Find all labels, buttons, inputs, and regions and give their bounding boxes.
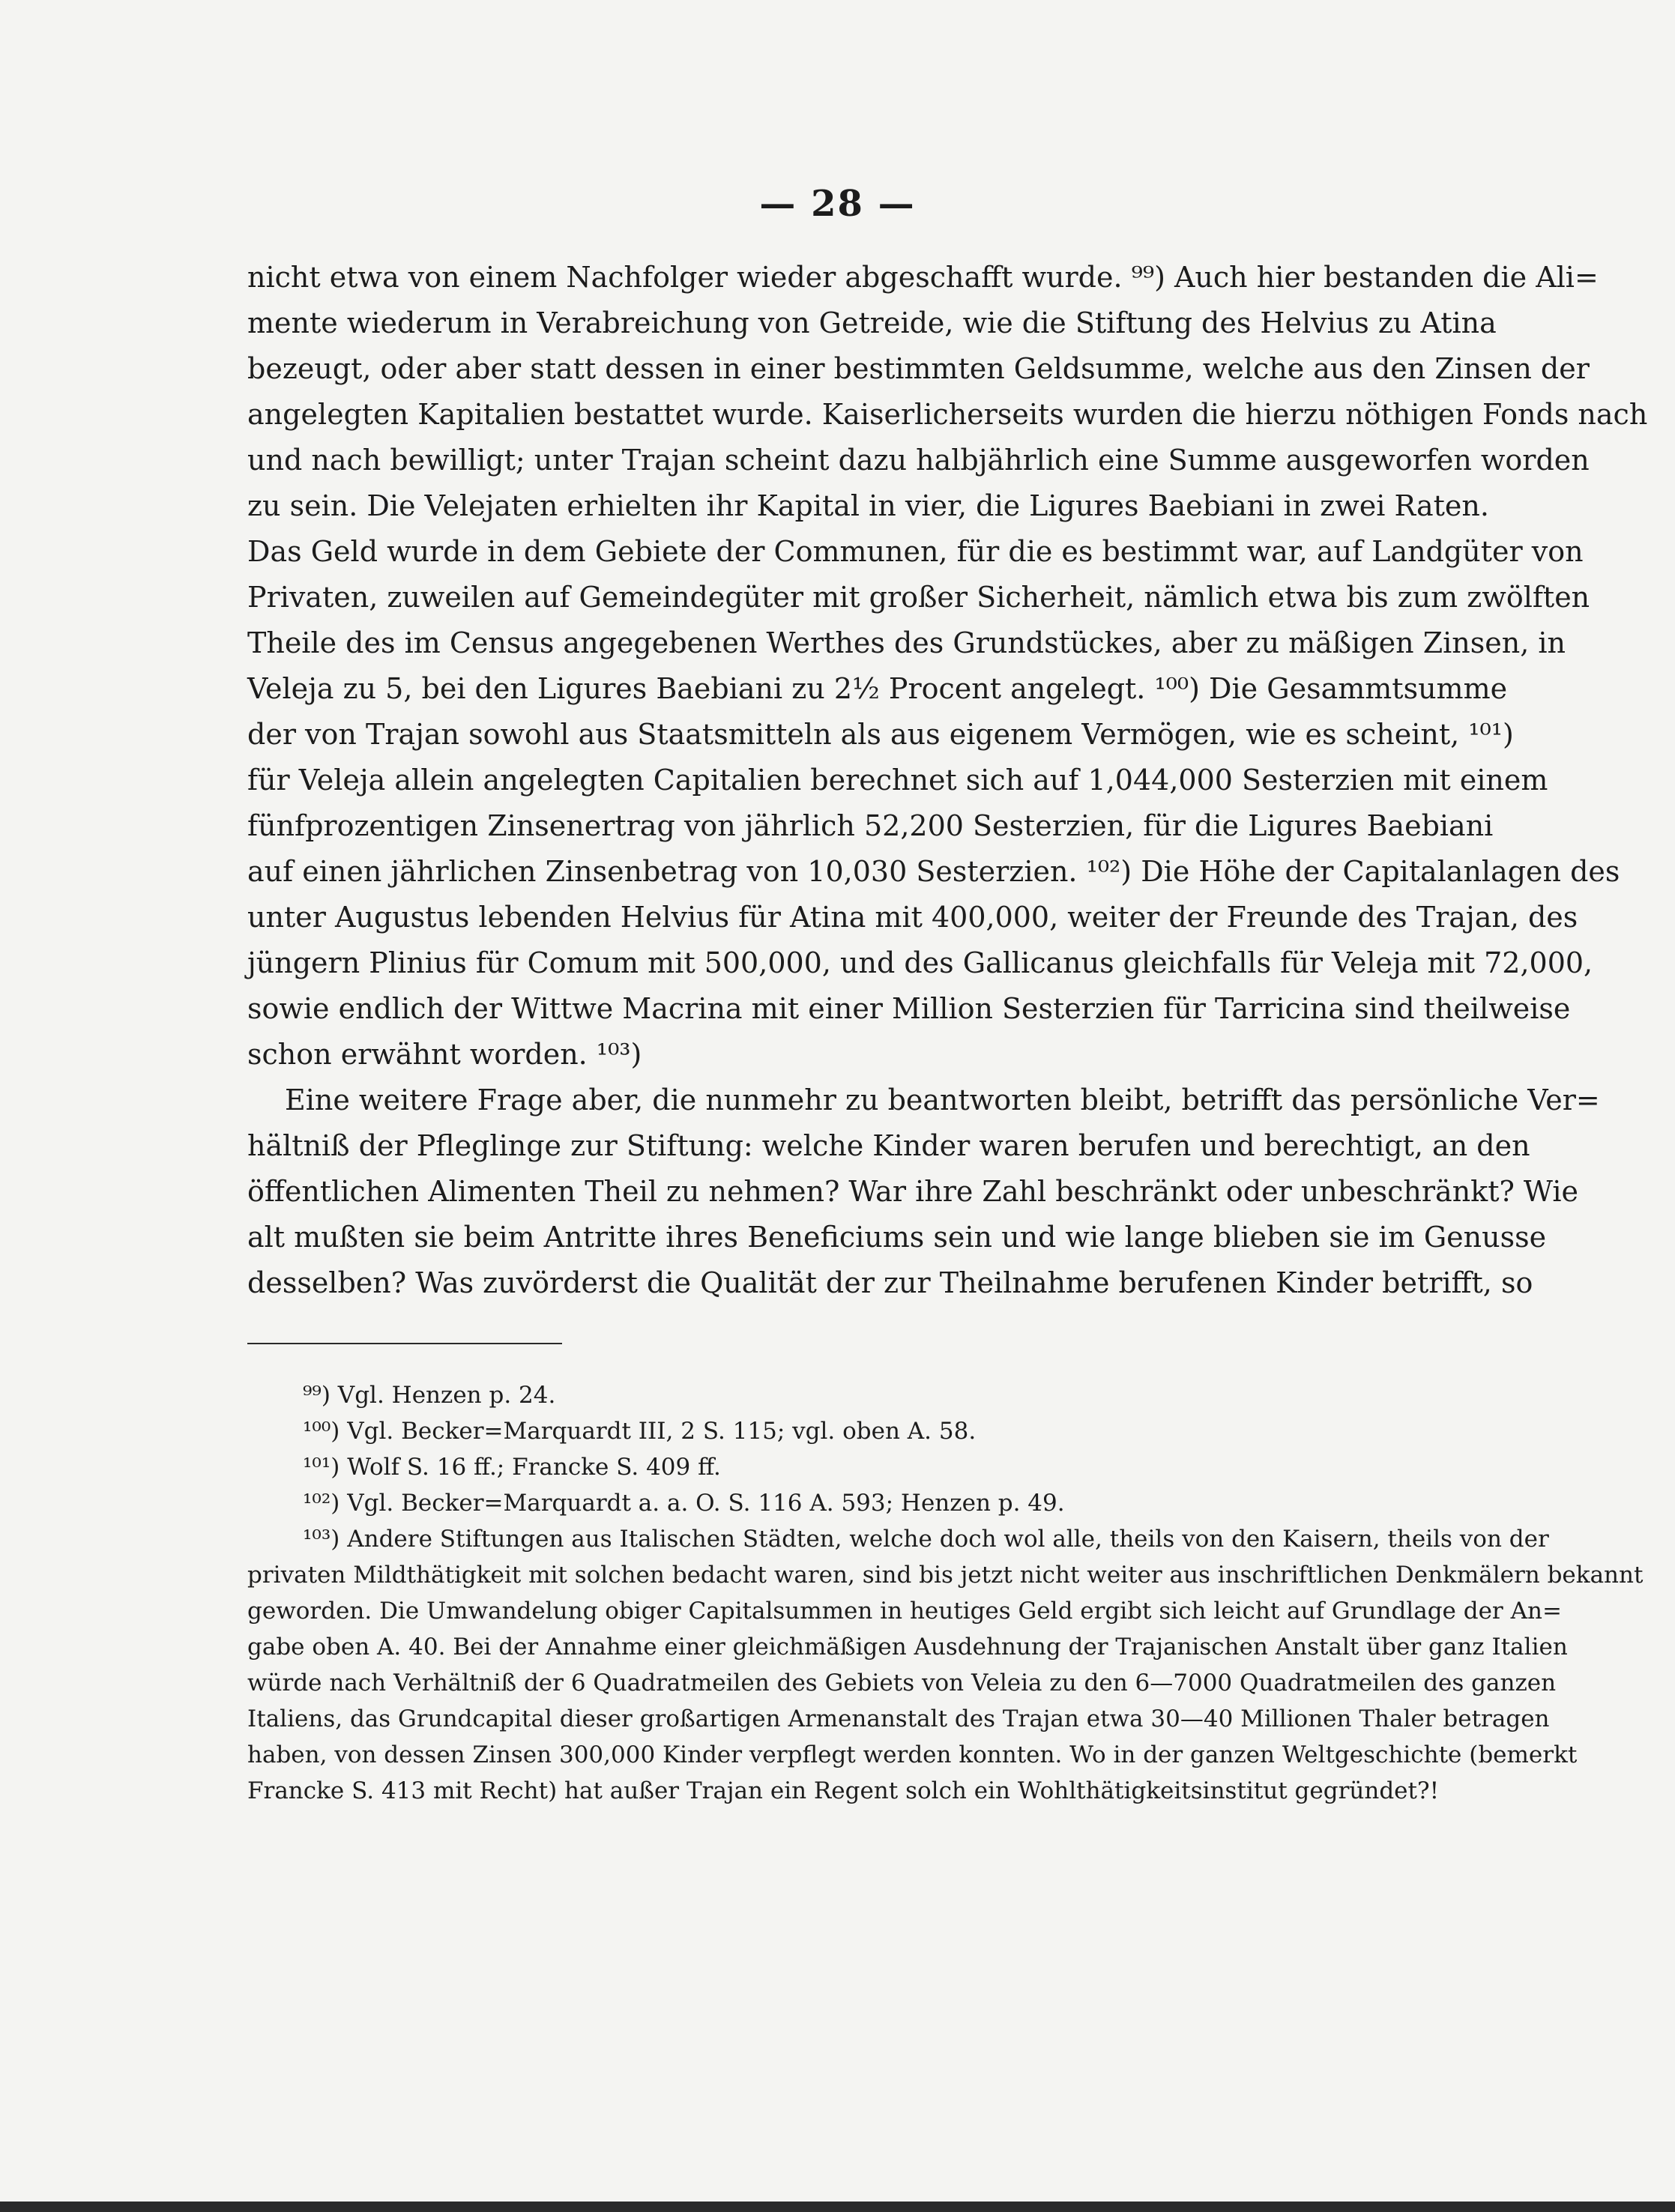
footnote-line: geworden. Die Umwandelung obiger Capitalsummen in heutiges Geld ergibt sich leicht auf Grundlage der An= (247, 1598, 1562, 1625)
body-line: nicht etwa von einem Nachfolger wieder abgeschafft wurde. ⁹⁹) Auch hier bestanden die Ali= (247, 261, 1599, 294)
body-line: jüngern Plinius für Comum mit 500,000, und des Gallicanus gleichfalls für Veleja mit 72,000, (247, 946, 1593, 979)
body-line: alt mußten sie beim Antritte ihres Beneficiums sein und wie lange blieben sie im Genusse (247, 1221, 1547, 1254)
body-line: Veleja zu 5, bei den Ligures Baebiani zu 2½ Procent angelegt. ¹⁰⁰) Die Gesammtsumme (247, 672, 1508, 705)
body-line: unter Augustus lebenden Helvius für Atina mit 400,000, weiter der Freunde des Trajan, des (247, 901, 1578, 934)
body-line: Eine weitere Frage aber, die nunmehr zu beantworten bleibt, betrifft das persönliche Ver= (285, 1084, 1600, 1116)
footnote-line: haben, von dessen Zinsen 300,000 Kinder verpflegt werden konnten. Wo in der ganzen Weltgeschichte (bemerkt (247, 1741, 1578, 1768)
body-line: fünfprozentigen Zinsenertrag von jährlich 52,200 Sesterzien, für die Ligures Baebiani (247, 809, 1494, 842)
body-line: schon erwähnt worden. ¹⁰³) (247, 1038, 642, 1071)
footnote-line: würde nach Verhältniß der 6 Quadratmeilen des Gebiets von Veleia zu den 6—7000 Quadratmeilen des ganzen (247, 1669, 1557, 1696)
body-line: Das Geld wurde in dem Gebiete der Communen, für die es bestimmt war, auf Landgüter von (247, 535, 1584, 568)
footnote-line: ⁹⁹) Vgl. Henzen p. 24. (303, 1382, 556, 1409)
footnote-line: Francke S. 413 mit Recht) hat außer Trajan ein Regent solch ein Wohlthätigkeitsinstitut gegründet?! (247, 1777, 1440, 1804)
body-line: und nach bewilligt; unter Trajan scheint dazu halbjährlich eine Summe ausgeworfen worden (247, 444, 1590, 477)
scan-bottom-edge (0, 2202, 1675, 2212)
body-line: zu sein. Die Velejaten erhielten ihr Kapital in vier, die Ligures Baebiani in zwei Raten. (247, 489, 1489, 522)
main-body-text (247, 255, 1648, 1306)
body-line: der von Trajan sowohl aus Staatsmitteln als aus eigenem Vermögen, wie es scheint, ¹⁰¹) (247, 718, 1514, 751)
body-line: sowie endlich der Wittwe Macrina mit einer Million Sesterzien für Tarricina sind theilweise (247, 992, 1571, 1025)
footnote-line: Italiens, das Grundcapital dieser großartigen Armenanstalt des Trajan etwa 30—40 Millionen Thaler betragen (247, 1705, 1550, 1732)
body-line: Theile des im Census angegebenen Werthes des Grundstückes, aber zu mäßigen Zinsen, in (247, 626, 1566, 659)
body-line: Privaten, zuweilen auf Gemeindegüter mit großer Sicherheit, nämlich etwa bis zum zwölften (247, 581, 1590, 614)
body-line: desselben? Was zuvörderst die Qualität der zur Theilnahme berufenen Kinder betrifft, so (247, 1266, 1533, 1299)
footnote-line: ¹⁰¹) Wolf S. 16 ff.; Francke S. 409 ff. (303, 1454, 721, 1481)
body-line: angelegten Kapitalien bestattet wurde. Kaiserlicherseits wurden die hierzu nöthigen Fonds nach (247, 398, 1648, 431)
footnote-line: ¹⁰²) Vgl. Becker=Marquardt a. a. O. S. 116 A. 593; Henzen p. 49. (303, 1490, 1065, 1517)
body-line: öffentlichen Alimenten Theil zu nehmen? War ihre Zahl beschränkt oder unbeschränkt? Wie (247, 1175, 1578, 1208)
body-line: für Veleja allein angelegten Capitalien berechnet sich auf 1,044,000 Sesterzien mit einem (247, 764, 1548, 797)
footnote-line: gabe oben A. 40. Bei der Annahme einer gleichmäßigen Ausdehnung der Trajanischen Anstalt über ganz Italien (247, 1634, 1568, 1660)
page-number: — 28 — (759, 183, 916, 225)
footnote-line: ¹⁰⁰) Vgl. Becker=Marquardt III, 2 S. 115; vgl. oben A. 58. (303, 1418, 977, 1445)
body-line: hältniß der Pfleglinge zur Stiftung: welche Kinder waren berufen und berechtigt, an den (247, 1129, 1530, 1162)
footnote-line: privaten Mildthätigkeit mit solchen bedacht waren, sind bis jetzt nicht weiter aus inschriftlichen Denkmälern bekannt (247, 1562, 1644, 1589)
body-line: auf einen jährlichen Zinsenbetrag von 10,030 Sesterzien. ¹⁰²) Die Höhe der Capitalanlagen des (247, 855, 1620, 888)
footnote-separator-rule (247, 1343, 562, 1344)
body-line: bezeugt, oder aber statt dessen in einer bestimmten Geldsumme, welche aus den Zinsen der (247, 352, 1590, 385)
body-line: mente wiederum in Verabreichung von Getreide, wie die Stiftung des Helvius zu Atina (247, 306, 1497, 339)
footnote-line: ¹⁰³) Andere Stiftungen aus Italischen Städten, welche doch wol alle, theils von den Kaisern, theils von der (303, 1526, 1549, 1553)
footnotes (247, 1377, 1644, 1809)
